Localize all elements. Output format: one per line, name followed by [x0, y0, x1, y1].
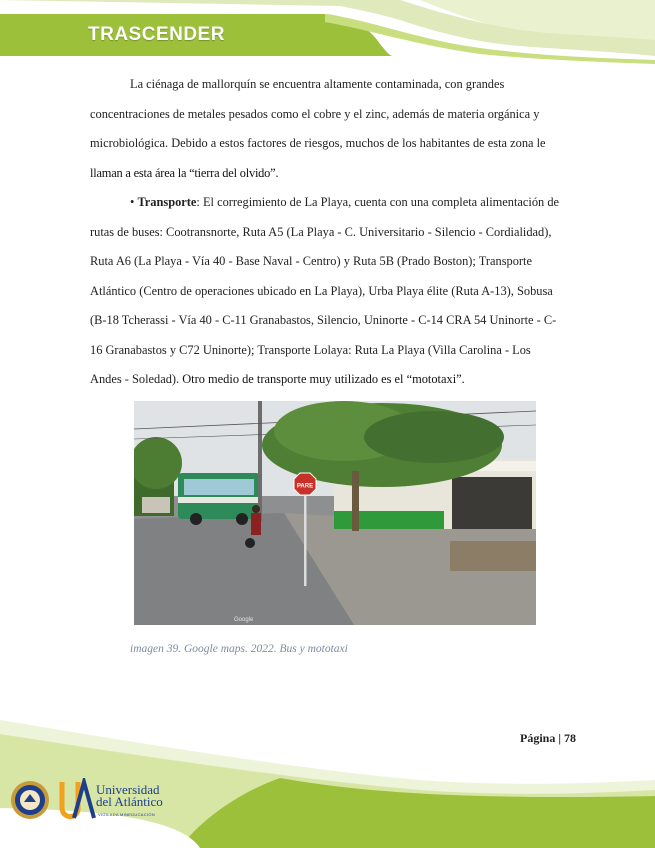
text-line: Ruta A6 (La Playa - Vía 40 - Base Naval - Centro) y Ruta 5B (Prado Boston); Transporte	[90, 254, 532, 268]
text-line: Atlántico (Centro de operaciones ubicado en La Playa), Urba Playa élite (Ruta A-13), Sobusa	[90, 283, 553, 298]
text-line: 16 Granabastos y C72 Uninorte); Transporte Lolaya: Ruta La Playa (Villa Carolina - Los	[90, 342, 531, 357]
text-fragment: : El corregimiento de La Playa, cuenta con una completa alimentación de	[196, 195, 560, 209]
text-line: (B-18 Tcherassi - Vía 40 - C-11 Granabastos, Silencio, Uninorte - C-14 CRA 54 Uninorte - C-	[90, 313, 557, 327]
university-seal-icon	[10, 780, 50, 820]
text-line: llaman a esta área la “tierra del olvido”.	[90, 165, 279, 180]
mototaxi-rider	[251, 513, 261, 535]
street-photo	[134, 401, 536, 625]
header-title: TRASCENDER	[88, 24, 225, 45]
text-line-bullet	[90, 188, 578, 218]
page-number: Página | 78	[520, 731, 576, 745]
sign-post	[304, 496, 307, 586]
street-scene	[134, 401, 536, 625]
stop-sign-text: PARE	[296, 483, 314, 490]
text-fragment: Andes - Soledad).	[90, 372, 183, 386]
paragraph-transporte	[90, 188, 578, 395]
university-logo	[10, 778, 170, 826]
green-wall	[334, 511, 444, 529]
text-line: concentraciones de metales pesados como el cobre y el zinc, además de materia orgánica y	[90, 106, 540, 121]
motorcycle-wheel	[245, 538, 255, 548]
university-tagline: VIGILADA MINEDUCACIÓN	[98, 812, 155, 817]
text-line: microbiológica. Debido a estos factores de riesgos, muchos de los habitantes de esta zona le	[90, 136, 546, 150]
map-watermark: Google	[234, 617, 254, 623]
paragraph-cienaga	[90, 70, 578, 188]
text-fragment: Otro medio de transporte muy utilizado es el “mototaxi”.	[182, 372, 465, 386]
tree-trunk	[352, 471, 359, 531]
ua-logo-icon	[56, 778, 96, 822]
bullet-icon: •	[130, 195, 135, 209]
text-line: La ciénaga de mallorquín se encuentra altamente contaminada, con grandes	[130, 77, 505, 91]
utility-pole	[258, 401, 262, 521]
shop-door	[452, 477, 532, 529]
university-name-line1: Universidad	[96, 782, 160, 797]
term-transporte: Transporte	[137, 195, 197, 209]
text-line: rutas de buses: Cootransnorte, Ruta A5 (La Playa - C. Universitario - Silencio - Cordialidad),	[90, 224, 552, 239]
pile	[450, 541, 536, 571]
university-name-line2: del Atlántico	[96, 794, 163, 809]
house-left	[142, 497, 170, 513]
image-caption: imagen 39. Google maps. 2022. Bus y mototaxi	[130, 643, 348, 655]
university-name	[96, 784, 163, 808]
text-line	[90, 365, 578, 395]
